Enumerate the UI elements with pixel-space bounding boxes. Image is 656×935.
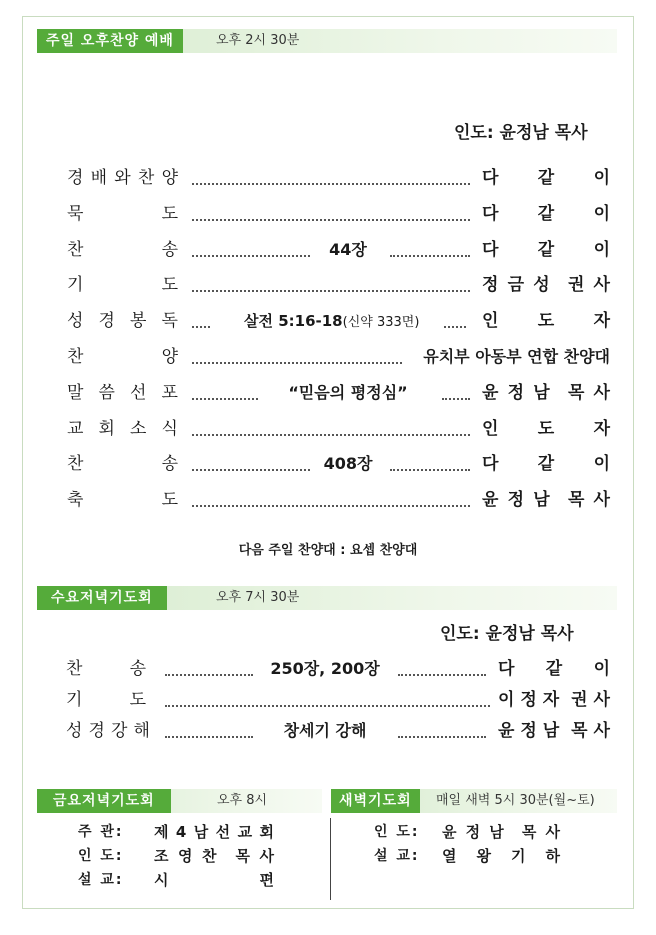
order-item-detail: 408장 xyxy=(323,454,373,474)
order-item-label: 찬 송 xyxy=(67,454,178,475)
order-item-performer: 정 금 성 권 사 xyxy=(482,275,610,296)
wednesday-item-label: 찬 송 xyxy=(66,659,146,679)
wednesday-item-performer: 다 같 이 xyxy=(498,659,610,679)
wednesday-item-label: 기 도 xyxy=(66,690,146,710)
order-item-label: 경 배 와 찬 양 xyxy=(67,168,178,188)
friday-time: 오후 8시 xyxy=(217,793,268,808)
order-item-scripture xyxy=(244,309,419,333)
wednesday-item-detail: 창세기 강해 xyxy=(283,721,367,740)
order-item-label: 성 경 봉 독 xyxy=(67,311,178,332)
order-item-detail: 44장 xyxy=(329,239,367,259)
order-item-detail: “믿음의 평정심” xyxy=(288,382,408,402)
leader-dots xyxy=(398,736,486,738)
leader-dots xyxy=(165,705,490,707)
order-item-performer: 다 같 이 xyxy=(482,239,610,260)
wednesday-header-bar xyxy=(37,586,617,610)
order-item-performer: 다 같 이 xyxy=(482,168,610,188)
friday-info-value: 시 편 xyxy=(154,871,274,889)
sunday-header-bar xyxy=(37,29,617,53)
sunday-title: 주일 오후찬양 예배 xyxy=(37,29,183,53)
friday-title: 금요저녁기도회 xyxy=(37,789,171,813)
order-item-performer: 다 같 이 xyxy=(482,203,610,224)
leader-dots xyxy=(398,674,486,676)
sunday-leader: 인도: 윤정남 목사 xyxy=(454,123,588,143)
order-item-performer: 인 도 자 xyxy=(482,311,610,332)
order-item-label: 교 회 소 식 xyxy=(67,418,178,439)
wednesday-item-performer: 윤 정 남 목 사 xyxy=(498,721,610,741)
wednesday-leader: 인도: 윤정남 목사 xyxy=(440,624,574,644)
scripture-page: (신약 333면) xyxy=(342,315,420,331)
leader-dots xyxy=(192,290,470,292)
leader-dots xyxy=(192,219,470,221)
dawn-title: 새벽기도회 xyxy=(331,789,420,813)
dawn-info-label: 인 도: xyxy=(374,824,420,840)
wednesday-item-detail: 250장, 200장 xyxy=(270,659,380,678)
leader-dots xyxy=(192,183,470,185)
sunday-time: 오후 2시 30분 xyxy=(216,33,300,48)
leader-dots xyxy=(390,255,470,257)
order-item-performer: 윤 정 남 목 사 xyxy=(482,382,610,403)
leader-dots xyxy=(192,505,470,507)
friday-info-value: 제 4 남 선 교 회 xyxy=(154,823,274,841)
leader-dots xyxy=(442,398,470,400)
order-item-label: 축 도 xyxy=(67,490,178,511)
scripture-ref: 살전 5:16-18 xyxy=(244,312,343,331)
next-choir-notice: 다음 주일 찬양대 : 요셉 찬양대 xyxy=(238,543,418,558)
friday-info-value: 조 영 찬 목 사 xyxy=(154,847,274,865)
order-item-label: 말 씀 선 포 xyxy=(67,382,178,403)
dawn-info-value: 윤 정 남 목 사 xyxy=(442,823,560,841)
friday-header-bar xyxy=(37,789,322,813)
friday-info-label: 주 관: xyxy=(78,824,124,840)
column-divider xyxy=(330,818,331,900)
order-item-performer: 윤 정 남 목 사 xyxy=(482,490,610,511)
leader-dots xyxy=(192,434,470,436)
wednesday-time: 오후 7시 30분 xyxy=(216,590,300,605)
leader-dots xyxy=(444,326,466,328)
order-item-performer: 유치부 아동부 연합 찬양대 xyxy=(423,347,610,366)
order-item-label: 찬 양 xyxy=(67,347,178,367)
order-item-label: 찬 송 xyxy=(67,239,178,260)
wednesday-title: 수요저녁기도회 xyxy=(37,586,167,610)
wednesday-item-label: 성 경 강 해 xyxy=(66,721,150,741)
dawn-info-label: 설 교: xyxy=(374,848,420,864)
leader-dots xyxy=(192,362,402,364)
order-item-performer: 인 도 자 xyxy=(482,418,610,439)
friday-info-label: 설 교: xyxy=(78,872,124,888)
wednesday-item-performer: 이 정 자 권 사 xyxy=(498,690,610,710)
order-item-label: 기 도 xyxy=(67,275,178,296)
dawn-info-value: 열 왕 기 하 xyxy=(442,847,560,865)
dawn-header-bar xyxy=(331,789,617,813)
dawn-time: 매일 새벽 5시 30분(월~토) xyxy=(436,793,595,808)
order-item-label: 묵 도 xyxy=(67,203,178,224)
leader-dots xyxy=(192,326,210,328)
leader-dots xyxy=(390,469,470,471)
friday-info-label: 인 도: xyxy=(78,848,124,864)
order-item-performer: 다 같 이 xyxy=(482,454,610,475)
